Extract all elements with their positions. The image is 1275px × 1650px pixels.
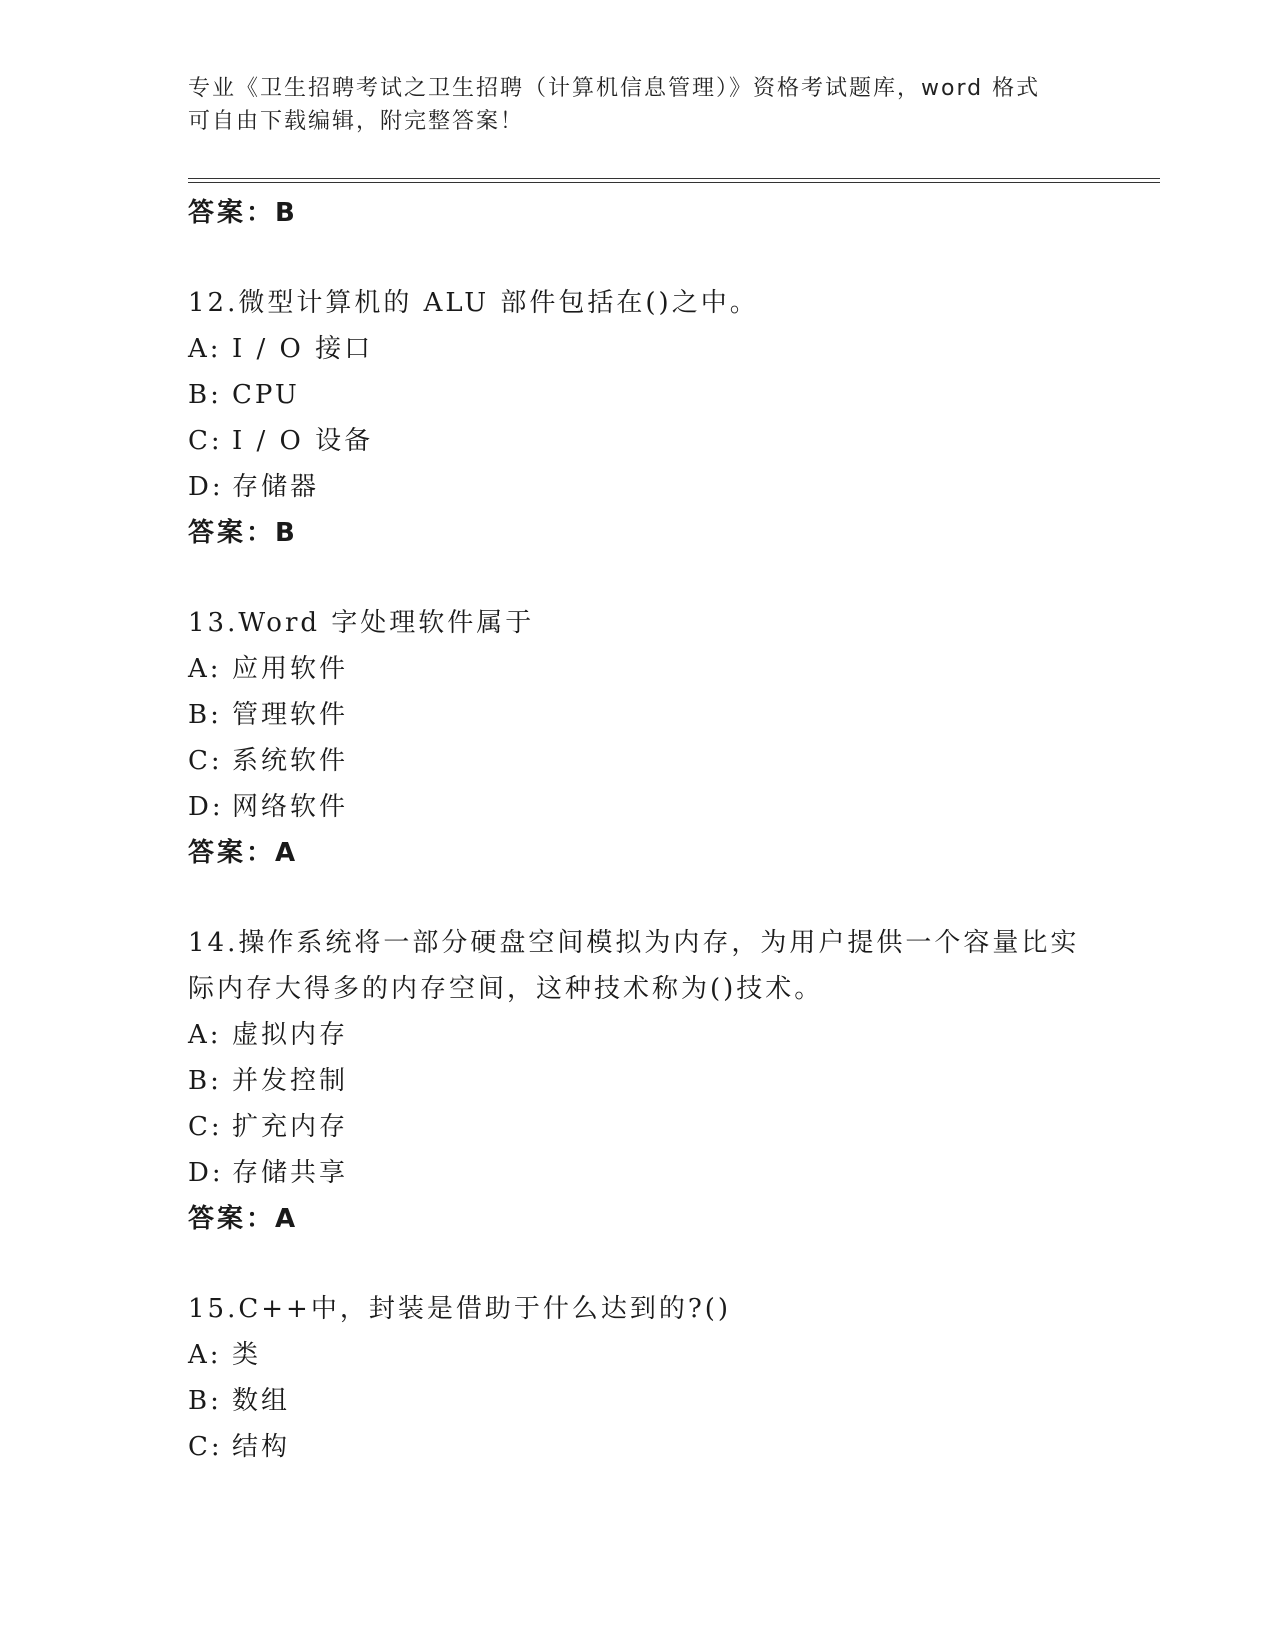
option-text: 应用软件	[232, 654, 349, 684]
option-a	[188, 646, 1088, 692]
option-text: 结构	[232, 1432, 291, 1462]
answer: 答案：A	[188, 838, 299, 868]
question-12	[188, 280, 1088, 556]
question-15	[188, 1286, 1088, 1470]
question-14	[188, 920, 1088, 1242]
question-text-line-1: 14.操作系统将一部分硬盘空间模拟为内存，为用户提供一个容量比实	[188, 928, 1080, 958]
option-a	[188, 1012, 1088, 1058]
option-text: 网络软件	[232, 792, 349, 822]
question-text: 12.微型计算机的 ALU 部件包括在()之中。	[188, 288, 759, 318]
previous-answer: 答案：B	[188, 198, 298, 228]
option-key: A:	[188, 654, 222, 684]
option-key: D:	[188, 472, 224, 502]
option-text: 存储器	[232, 472, 320, 502]
option-d	[188, 784, 1088, 830]
option-text: 管理软件	[232, 700, 349, 730]
option-text: 类	[232, 1340, 262, 1370]
option-a	[188, 326, 1088, 372]
option-text: 扩充内存	[232, 1112, 349, 1142]
option-text: 存储共享	[232, 1158, 349, 1188]
option-b	[188, 692, 1088, 738]
option-text: 系统软件	[232, 746, 349, 776]
option-b	[188, 372, 1088, 418]
option-key: C:	[188, 1432, 223, 1462]
option-d	[188, 1150, 1088, 1196]
option-key: A:	[188, 1020, 222, 1050]
question-text: 15.C++中，封装是借助于什么达到的?()	[188, 1294, 732, 1324]
option-text: I / O 接口	[232, 334, 374, 364]
option-key: C:	[188, 746, 223, 776]
option-b	[188, 1378, 1088, 1424]
option-text: 数组	[232, 1386, 291, 1416]
option-text: 虚拟内存	[232, 1020, 349, 1050]
option-text: I / O 设备	[232, 426, 374, 456]
option-c	[188, 1104, 1088, 1150]
option-key: A:	[188, 1340, 222, 1370]
header-divider	[188, 178, 1160, 183]
option-c	[188, 738, 1088, 784]
option-a	[188, 1332, 1088, 1378]
option-c	[188, 1424, 1088, 1470]
option-key: B:	[188, 1066, 222, 1096]
question-text-line-2: 际内存大得多的内存空间，这种技术称为()技术。	[188, 974, 824, 1004]
option-key: C:	[188, 1112, 223, 1142]
option-key: B:	[188, 700, 222, 730]
option-key: A:	[188, 334, 222, 364]
option-key: D:	[188, 1158, 224, 1188]
option-text: CPU	[232, 380, 300, 410]
option-b	[188, 1058, 1088, 1104]
document-body	[188, 190, 1088, 1470]
answer: 答案：A	[188, 1204, 299, 1234]
option-c	[188, 418, 1088, 464]
option-key: B:	[188, 380, 222, 410]
option-d	[188, 464, 1088, 510]
option-text: 并发控制	[232, 1066, 349, 1096]
question-13	[188, 600, 1088, 876]
header-line-2: 可自由下载编辑，附完整答案！	[188, 109, 525, 134]
question-text: 13.Word 字处理软件属于	[188, 608, 535, 638]
option-key: B:	[188, 1386, 222, 1416]
document-header	[188, 72, 1088, 138]
header-line-1: 专业《卫生招聘考试之卫生招聘（计算机信息管理）》资格考试题库，word 格式	[188, 76, 1041, 101]
answer: 答案：B	[188, 518, 298, 548]
option-key: C:	[188, 426, 223, 456]
option-key: D:	[188, 792, 224, 822]
